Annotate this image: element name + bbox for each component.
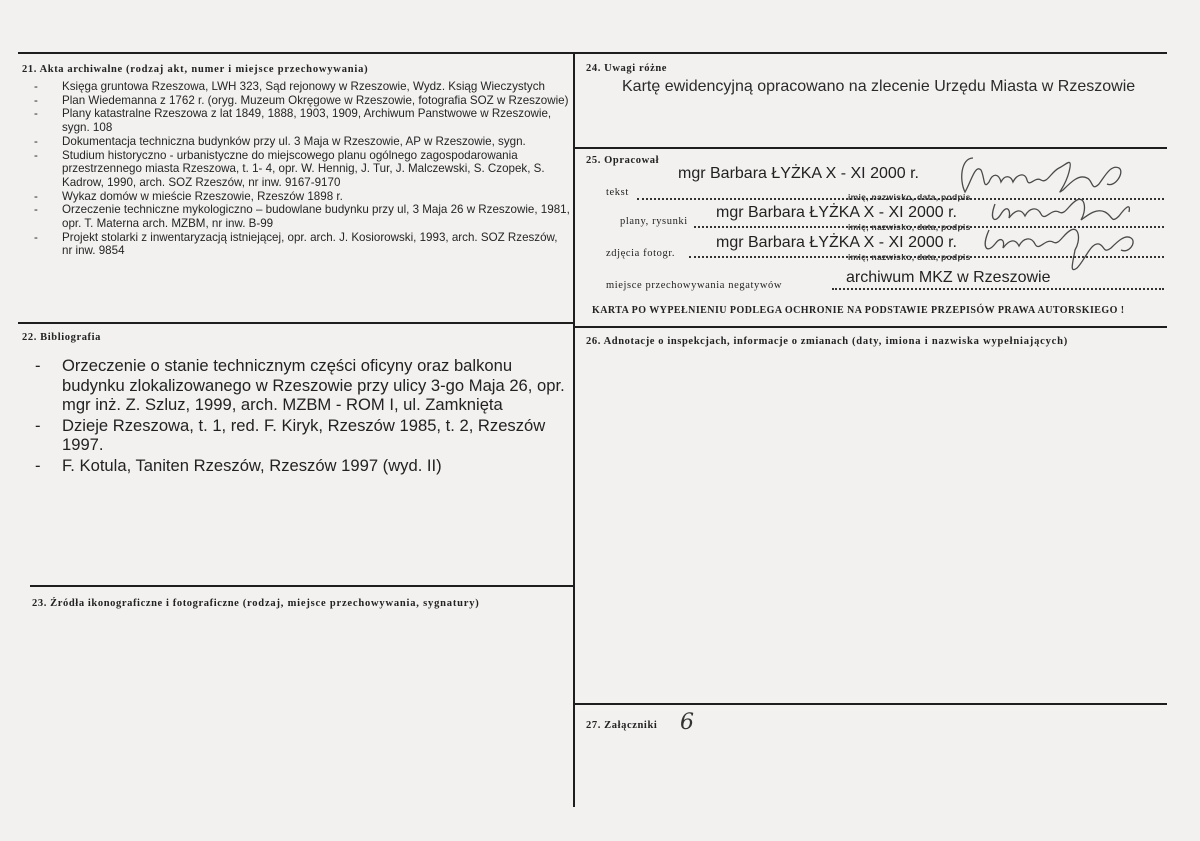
archival-records-list [20, 80, 570, 258]
negatives-label: miejsce przechowywania negatywów [606, 280, 783, 291]
list-item: - Plan Wiedemanna z 1762 r. (oryg. Muzeum Okręgowe w Rzeszowie, fotografia SOZ w Rzeszowie) [34, 93, 569, 107]
column-divider [573, 52, 575, 807]
row-label-drawings: plany, rysunki [620, 216, 688, 227]
list-item: - Projekt stolarki z inwentaryzacją istniejącej, opr. arch. J. Kosiorowski, 1993, arch. SOZ Rzeszów, nr inw. 9854 [34, 230, 558, 258]
section-25-title: 25. Opracował [586, 155, 660, 166]
row-sublabel: imię, nazwisko, data, podpis [848, 252, 971, 262]
list-item: - Dzieje Rzeszowa, t. 1, red. F. Kiryk, Rzeszów 1985, t. 2, Rzeszów 1997. [35, 415, 546, 455]
list-item: - Plany katastralne Rzeszowa z lat 1849, 1888, 1903, 1909, Archiwum Panstwowe w Rzeszowie, sygn. 108 [34, 107, 552, 135]
attachments-count: 6 [680, 710, 694, 735]
rule-24-25 [575, 147, 1167, 149]
section-21-title: 21. Akta archiwalne [22, 64, 123, 75]
list-item: - Orzeczenie techniczne mykologiczno – budowlane budynku przy ul, 3 Maja 26 w Rzeszowie, 1981, opr. T. Materna arch. MZBM, nr inw. B-99 [34, 203, 570, 231]
section-26-note: (daty, imiona i nazwiska wypełniających) [851, 336, 1069, 347]
list-item: - F. Kotula, Taniten Rzeszów, Rzeszów 1997 (wyd. II) [35, 455, 442, 475]
section-23-header [32, 598, 480, 609]
row-sublabel: imię, nazwisko, data, podpis [848, 222, 971, 232]
section-26-title: 26. Adnotacje o inspekcjach, informacje o zmianach [586, 336, 849, 347]
negatives-value: archiwum MKZ w Rzeszowie [846, 269, 1051, 286]
remarks-text: Kartę ewidencyjną opracowano na zlecenie Urzędu Miasta w Rzeszowie [622, 78, 1136, 95]
rule-26-27 [575, 703, 1167, 705]
section-21-header [22, 64, 368, 75]
list-item: - Orzeczenie o stanie technicznym części oficyny oraz balkonu budynku zlokalizowanego w Rzeszowie przy ulicy 3-go Maja 26, opr. mgr inż. Z. Szluz, 1999, arch. MZBM - ROM I, ul. Zamknięta [35, 356, 565, 415]
row-sublabel: imię, nazwisko, data, podpis [848, 192, 971, 202]
rule-21-22 [18, 322, 575, 324]
list-item: - Studium historyczno - urbanistyczne do miejscowego planu ogólnego zagospodarowania przestrzennego miasta Rzeszowa, t. 1- 4, opr. W. Hennig, J. Tur, J. Malczewski, S. Czopek, S. Kadrow, 1990, arch. SOZ Rzeszów, nr inw. 9167-9170 [34, 148, 545, 189]
rule-25-26 [575, 326, 1167, 328]
row-label-text: tekst [606, 187, 629, 198]
list-item: - Wykaz domów w mieście Rzeszowie, Rzeszów 1898 r. [34, 189, 343, 203]
section-23-title: 23. Źródła ikonograficzne i fotograficzne [32, 598, 240, 609]
author-drawings-value: mgr Barbara ŁYŻKA X - XI 2000 r. [716, 204, 957, 221]
author-photos-value: mgr Barbara ŁYŻKA X - XI 2000 r. [716, 234, 957, 251]
section-23-note: (rodzaj, miejsce przechowywania, sygnatury) [242, 598, 480, 609]
list-item: - Dokumentacja techniczna budynków przy ul. 3 Maja w Rzeszowie, AP w Rzeszowie, sygn. [34, 134, 526, 148]
author-text-value: mgr Barbara ŁYŻKA X - XI 2000 r. [678, 165, 919, 182]
rule-22-23 [30, 585, 575, 587]
copyright-notice: KARTA PO WYPEŁNIENIU PODLEGA OCHRONIE NA PODSTAWIE PRZEPISÓW PRAWA AUTORSKIEGO ! [592, 305, 1125, 316]
section-27-title: 27. Załączniki [586, 720, 658, 731]
section-21-note: (rodzaj akt, numer i miejsce przechowywania) [126, 64, 369, 75]
section-26-header [586, 336, 1068, 347]
list-item: - Księga gruntowa Rzeszowa, LWH 323, Sąd rejonowy w Rzeszowie, Wydz. Ksiąg Wieczystych [34, 80, 545, 93]
row-label-photos: zdjęcia fotogr. [606, 248, 676, 259]
section-22-title: 22. Bibliografia [22, 332, 102, 343]
section-24-title: 24. Uwagi różne [586, 63, 668, 74]
dotted-line [832, 288, 1164, 290]
signature-photos [975, 218, 1145, 280]
bibliography-list [30, 356, 570, 477]
top-rule [18, 52, 1167, 54]
